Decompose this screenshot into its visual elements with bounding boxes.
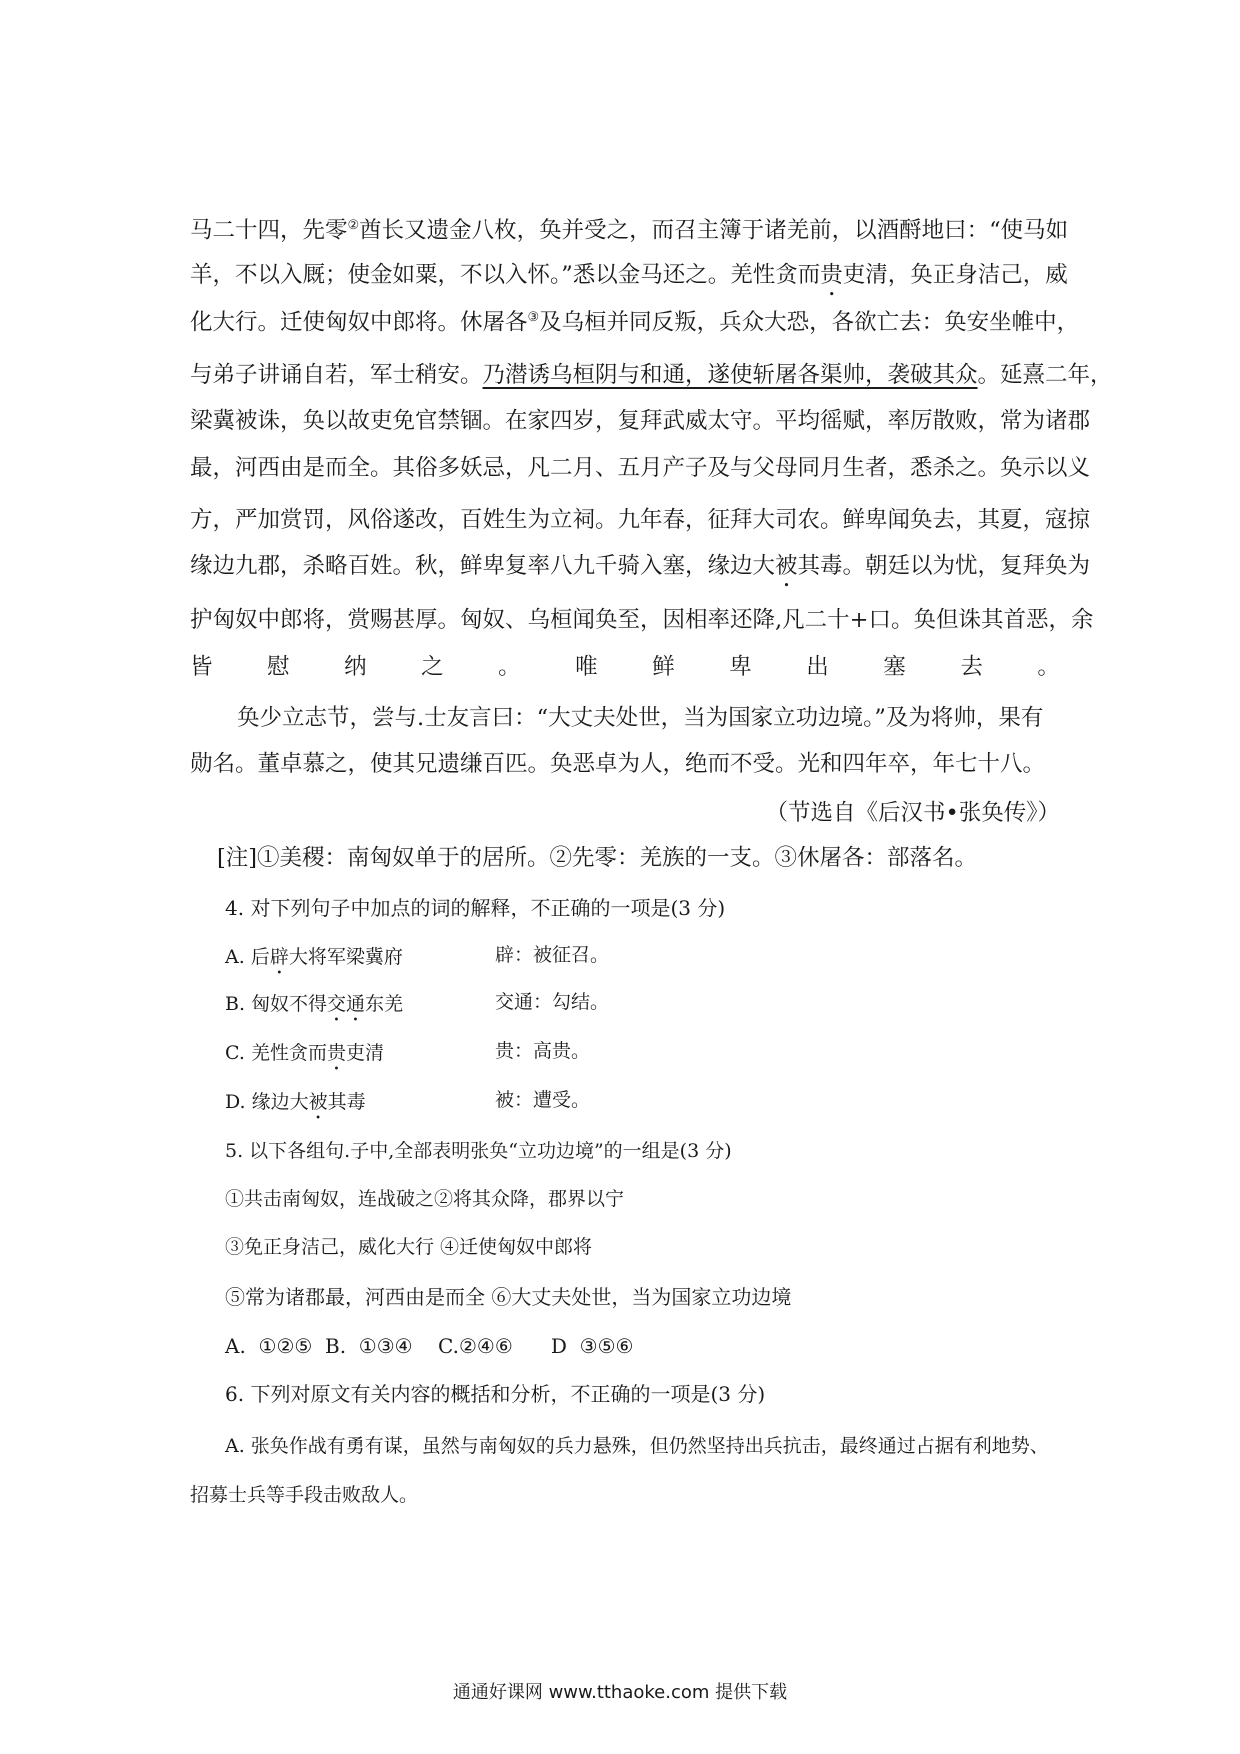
passage-line-8: 缘边九郡，杀略百姓。秋，鲜卑复率八九千骑入塞，缘边大被其毒。朝廷以为忧，复拜奂为 [190,553,1091,579]
source-citation: （节选自《后汉书•张奂传》） [765,800,1060,826]
passage-line-5: 梁冀被诛，奂以故吏免官禁锢。在家四岁，复拜武威太守。平均徭赋，率厉散败，常为诸郡 [190,408,1091,434]
annotation-note: [注]①美稷：南匈奴单于的居所。②先零：羌族的一支。③休屠各：部落名。 [217,845,978,871]
q4-option-c: C. 羌性贪而贵吏清 贵：高贵。 [225,1040,591,1064]
passage-line-10: 皆 慰 纳 之 。 唯 鲜 卑 出 塞 去 。 [190,654,1060,680]
q5-row-2: ③免正身洁己，威化大行 ④迁使匈奴中郎将 [225,1236,593,1258]
underlined-sentence: 乃潜诱乌桓阴与和通，遂使斩屠各渠帅，袭破其众 [482,362,978,388]
passage-line-3: 化大行。迁使匈奴中郎将。休屠各③及乌桓并同反叛，兵众大恐，各欲亡去：奂安坐帷中， [190,309,1080,336]
q5-choices: A. ①②⑤ B. ①③④ C.②④⑥ D ③⑤⑥ [225,1334,634,1358]
passage-line-9: 护匈奴中郎将，赏赐甚厚。匈奴、乌桓闻奂至，因相率还降,凡二十+口。奂但诛其首恶，余 [190,607,1094,633]
q5-stem: 5. 以下各组句.子中,全部表明张奂“立功边境”的一组是(3 分) [225,1140,732,1162]
q4-option-b: B. 匈奴不得交通东羌 交通：勾结。 [225,991,610,1015]
passage-line-12: 勋名。董卓慕之，使其兄遗缣百匹。奂恶卓为人，绝而不受。光和四年卒，年七十八。 [190,751,1046,777]
q4-option-d: D. 缘边大被其毒 被：遭受。 [225,1089,591,1113]
q5-row-1: ①共击南匈奴，连战破之②将其众降，郡界以宁 [225,1188,625,1210]
passage-line-11: 奂少立志节，尝与.士友言曰：“大丈夫处世，当为国家立功边境。”及为将帅，果有 [237,705,1044,731]
q6-option-a-line-1: A. 张奂作战有勇有谋，虽然与南匈奴的兵力悬殊，但仍然坚持出兵抗击，最终通过占据有利地势、 [225,1435,1049,1457]
page-footer: 通通好课网 www.tthaoke.com 提供下载 [452,1682,788,1703]
passage-line-2: 羊，不以入厩；使金如粟，不以入怀。”悉以金马还之。羌性贪而贵吏清，奂正身洁己，威 [190,262,1068,288]
passage-line-6: 最，河西由是而全。其俗多妖忌，凡二月、五月产子及与父母同月生者，悉杀之。奂示以义 [190,455,1091,481]
q6-stem: 6. 下列对原文有关内容的概括和分析，不正确的一项是(3 分) [225,1382,766,1406]
passage-line-7: 方，严加赏罚，风俗遂改，百姓生为立祠。九年春，征拜大司农。鲜卑闻奂去，其夏，寇掠 [190,507,1091,533]
passage-line-4: 与弟子讲诵自若，军士稍安。乃潜诱乌桓阴与和通，遂使斩屠各渠帅，袭破其众。延熹二年， [190,362,1113,388]
q6-option-a-line-2: 招募士兵等手段击败敌人。 [190,1484,419,1506]
q5-row-3: ⑤常为诸郡最，河西由是而全 ⑥大丈夫处世，当为国家立功边境 [225,1285,792,1309]
q4-stem: 4. 对下列句子中加点的词的解释，不正确的一项是(3 分) [225,896,726,920]
passage-line-1: 马二十四，先零②酋长又遗金八枚，奂并受之，而召主簿于诸羌前，以酒酹地曰：“使马如 [190,217,1069,244]
q4-option-a: A. 后辟大将军梁冀府 辟：被征召。 [225,944,610,968]
